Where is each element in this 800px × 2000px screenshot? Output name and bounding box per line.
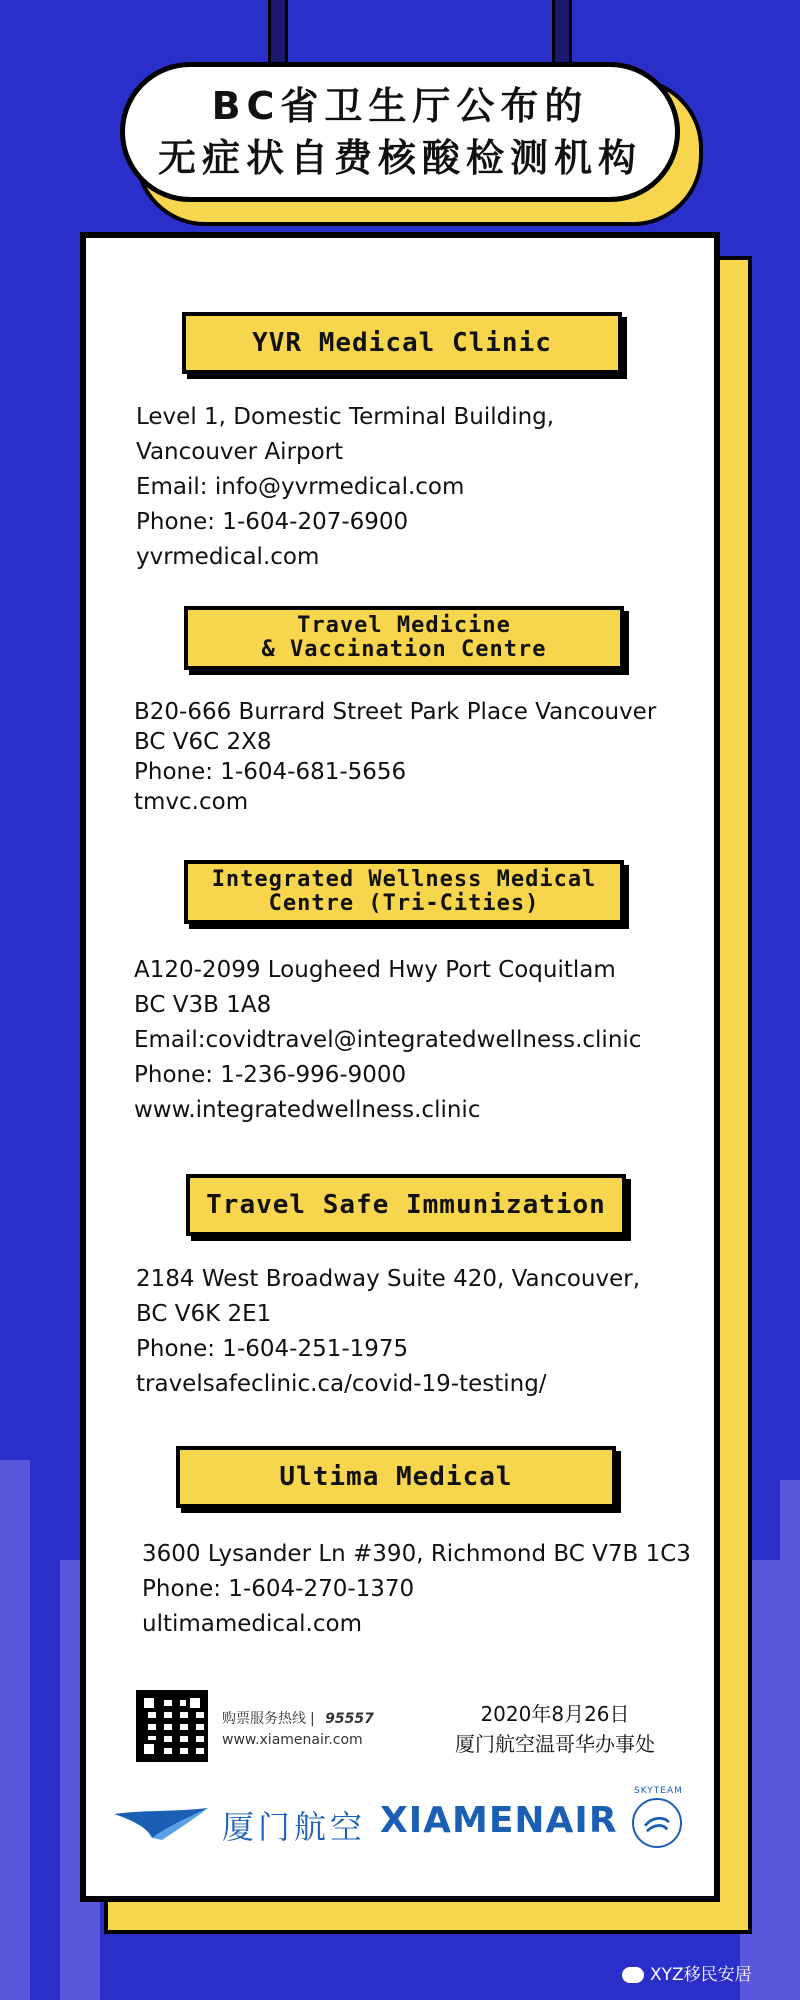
clinic-details-integrated-wellness	[134, 953, 641, 1128]
phone-line: Phone: 1-604-681-5656	[134, 759, 407, 785]
clinic-details-tmvc	[134, 697, 656, 817]
address-line: 3600 Lysander Ln #390, Richmond BC V7B 1C3	[142, 1541, 691, 1567]
clinic-header-ultima	[176, 1446, 616, 1508]
clinic-header-travel-safe	[186, 1174, 626, 1236]
clinic-name: & Vaccination Centre	[261, 637, 547, 662]
clinic-name: YVR Medical Clinic	[252, 328, 552, 358]
clinic-name: Ultima Medical	[279, 1462, 513, 1492]
address-line: BC V6K 2E1	[136, 1301, 272, 1327]
clinic-header-tmvc	[184, 606, 624, 670]
logo-english-name: XIAMENAIR	[380, 1800, 618, 1841]
watermark-text: XYZ移民安居	[650, 1965, 752, 1985]
title-line-2: 无症状自费核酸检测机构	[157, 136, 642, 180]
hotline-number: 95557	[325, 1711, 374, 1727]
clinic-name: Travel Safe Immunization	[206, 1190, 606, 1220]
website-line: yvrmedical.com	[136, 544, 320, 570]
address-line: B20-666 Burrard Street Park Place Vancouver	[134, 699, 657, 725]
qr-code-icon	[136, 1690, 208, 1762]
website-line: tmvc.com	[134, 789, 249, 815]
email-line: Email: info@yvrmedical.com	[136, 474, 465, 500]
skyteam-label: SKYTEAM	[634, 1786, 683, 1796]
clinic-header-yvr	[182, 312, 622, 374]
email-line: Email:covidtravel@integratedwellness.clinic	[134, 1027, 642, 1053]
address-line: Level 1, Domestic Terminal Building,	[136, 404, 555, 430]
clinic-name: Travel Medicine	[297, 613, 511, 638]
clinic-details-travel-safe	[136, 1262, 640, 1402]
website-line: ultimamedical.com	[142, 1611, 362, 1637]
footer-office: 厦门航空温哥华办事处	[455, 1732, 655, 1756]
address-line: A120-2099 Lougheed Hwy Port Coquitlam	[134, 957, 616, 983]
clinic-name: Centre (Tri-Cities)	[268, 891, 540, 916]
clinic-name: Integrated Wellness Medical	[211, 867, 597, 892]
footer-website: www.xiamenair.com	[222, 1732, 363, 1748]
hotline: 购票服务热线 | 95557	[222, 1711, 374, 1727]
website-line: travelsafeclinic.ca/covid-19-testing/	[136, 1371, 547, 1397]
clinic-details-yvr	[136, 400, 554, 575]
title-line-1: BC省卫生厅公布的	[211, 84, 589, 128]
website-line: www.integratedwellness.clinic	[134, 1097, 481, 1123]
xiamenair-bird-logo-icon	[112, 1802, 212, 1842]
clinic-details-ultima	[142, 1537, 691, 1642]
phone-line: Phone: 1-236-996-9000	[134, 1062, 407, 1088]
address-line: Vancouver Airport	[136, 439, 344, 465]
title-banner	[120, 62, 680, 202]
watermark	[622, 1960, 752, 1985]
skyteam-logo-icon	[632, 1786, 683, 1848]
hotline-label: 购票服务热线	[222, 1711, 306, 1727]
footer-date: 2020年8月26日	[480, 1702, 630, 1726]
address-line: 2184 West Broadway Suite 420, Vancouver,	[136, 1266, 641, 1292]
wechat-icon	[622, 1967, 644, 1983]
address-line: BC V6C 2X8	[134, 729, 272, 755]
phone-line: Phone: 1-604-270-1370	[142, 1576, 415, 1602]
logo-chinese-name: 厦门航空	[222, 1808, 367, 1846]
phone-line: Phone: 1-604-251-1975	[136, 1336, 409, 1362]
address-line: BC V3B 1A8	[134, 992, 272, 1018]
phone-line: Phone: 1-604-207-6900	[136, 509, 409, 535]
clinic-header-integrated-wellness	[184, 860, 624, 924]
